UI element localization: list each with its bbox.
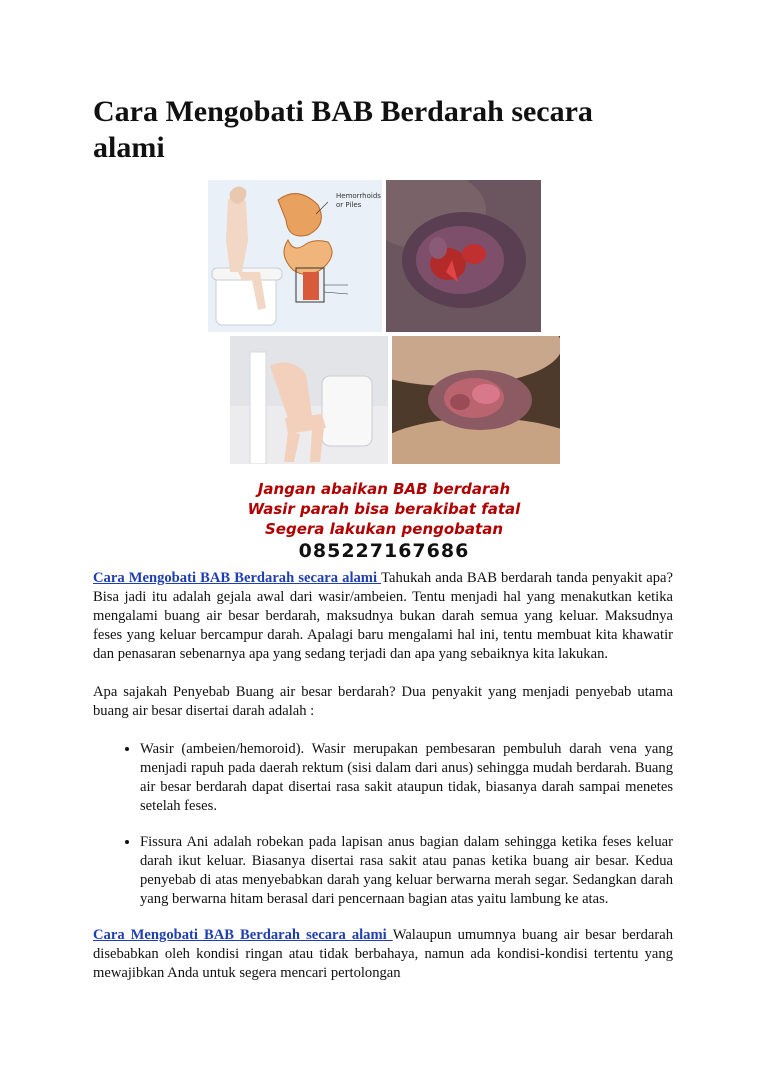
clinical-photo-1 [386, 180, 541, 332]
paragraph-3 [93, 926, 673, 983]
diagram-label-line2: or Piles [336, 201, 362, 209]
caption-line-3: Segera lakukan pengobatan [264, 520, 503, 538]
article-link-1[interactable]: Cara Mengobati BAB Berdarah secara alami [93, 570, 382, 586]
article-figure [208, 180, 560, 565]
paragraph-1 [93, 569, 673, 664]
hemorrhoid-diagram-image [208, 180, 382, 332]
list-item: • Fissura Ani adalah robekan pada lapisan anus bagian dalam sehingga ketika feses keluar darah ikut keluar. Biasanya disertai rasa sakit atau panas ketika buang air besar. Kedua penyebab di atas menyebabkan darah yang keluar berwarna merah segar. Sedangkan darah yang berwarna hitam berasal dari pencernaan bagian atas yaitu lambung ke atas. [140, 833, 673, 909]
paragraph-2: Apa sajakah Penyebab Buang air besar berdarah? Dua penyakit yang menjadi penyebab utama buang air besar disertai darah adalah : [93, 684, 673, 719]
article-link-2[interactable]: Cara Mengobati BAB Berdarah secara alami [93, 927, 393, 943]
cause-list [93, 740, 673, 909]
list-item: • Wasir (ambeien/hemoroid). Wasir merupakan pembesaran pembuluh darah vena yang menjadi rapuh pada daerah rektum (sisi dalam dari anus) sehingga mudah berdarah. Buang air besar berdarah dapat disertai rasa sakit ataupun tidak, biasanya darah sampai menetes setelah feses. [140, 740, 673, 816]
article-body [93, 569, 673, 1002]
diagram-label-line1: Hemorrhoids [336, 192, 381, 200]
paragraph-3-text: Walaupun umumnya buang air besar berdarah disebabkan oleh kondisi ringan atau tidak berbahaya, namun ada kondisi-kondisi tertentu yang mewajibkan Anda untuk segera mencari pertolongan [93, 927, 673, 981]
toilet-photo [230, 336, 388, 464]
page-title: Cara Mengobati BAB Berdarah secara alami [93, 95, 593, 164]
clinical-photo-2 [392, 336, 560, 464]
caption-line-2: Wasir parah bisa berakibat fatal [247, 500, 521, 518]
paragraph-1-text: Tahukah anda BAB berdarah tanda penyakit apa? Bisa jadi itu adalah gejala awal dari wasir/ambeien. Tentu menjadi hal yang menakutkan ketika mengalami buang air besar berdarah, maksudnya bukan darah semua yang keluar. Maksudnya feses yang keluar bercampur darah. Apalagi baru mengalami hal ini, tentu membuat kita khawatir dan penasaran sebenarnya apa yang sedang terjadi dan apa yang sebaiknya kita lakukan. [93, 570, 673, 662]
caption-line-1: Jangan abaikan BAB berdarah [257, 480, 511, 498]
phone-number: 085227167686 [298, 540, 470, 562]
